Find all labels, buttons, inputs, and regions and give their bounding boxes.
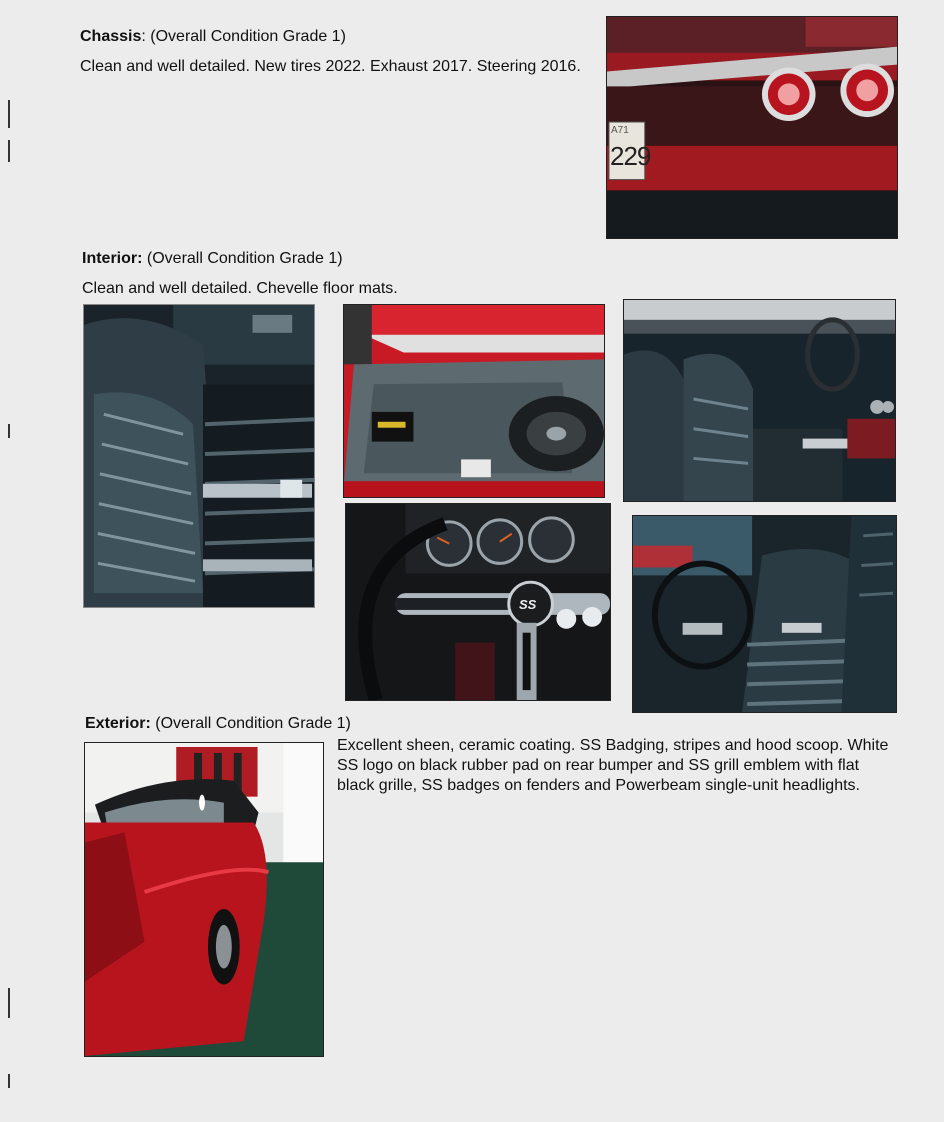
steering-wheel-ss-badge: SS: [519, 597, 537, 612]
interior-rear-seat-photo: [83, 304, 315, 608]
chassis-grade: : (Overall Condition Grade 1): [141, 28, 346, 45]
exterior-car-photo: [84, 742, 324, 1057]
chassis-title: Chassis: [80, 28, 142, 45]
interior-trunk-photo: [343, 304, 605, 498]
exterior-description: Excellent sheen, ceramic coating. SS Badging, stripes and hood scoop. White SS logo on black rubber pad on rear bumper and SS grill emblem with flat black grille, SS badges on fenders and Powerbeam single-unit headlights.: [337, 737, 889, 794]
scan-margin-mark: [8, 1074, 10, 1088]
exterior-title: Exterior:: [85, 715, 151, 732]
scan-margin-mark: [8, 988, 10, 1018]
interior-grade: (Overall Condition Grade 1): [142, 250, 343, 267]
scan-margin-mark: [8, 424, 10, 438]
exterior-grade: (Overall Condition Grade 1): [150, 715, 351, 732]
interior-driver-side-photo: [632, 515, 897, 713]
interior-heading: [82, 249, 343, 269]
chassis-description: Clean and well detailed. New tires 2022. Exhaust 2017. Steering 2016.: [80, 58, 581, 75]
interior-title: Interior:: [82, 250, 143, 267]
exterior-heading: [85, 714, 351, 734]
interior-description: Clean and well detailed. Chevelle floor mats.: [82, 280, 398, 297]
license-plate-top: A71: [611, 125, 629, 136]
chassis-rear-photo: [606, 16, 898, 239]
interior-dashboard-photo: [345, 503, 611, 701]
chassis-heading: [80, 27, 346, 47]
scan-margin-mark: [8, 140, 10, 162]
license-plate-number: 229: [610, 141, 651, 171]
interior-front-seats-photo: [623, 299, 896, 502]
scan-margin-mark: [8, 100, 10, 128]
